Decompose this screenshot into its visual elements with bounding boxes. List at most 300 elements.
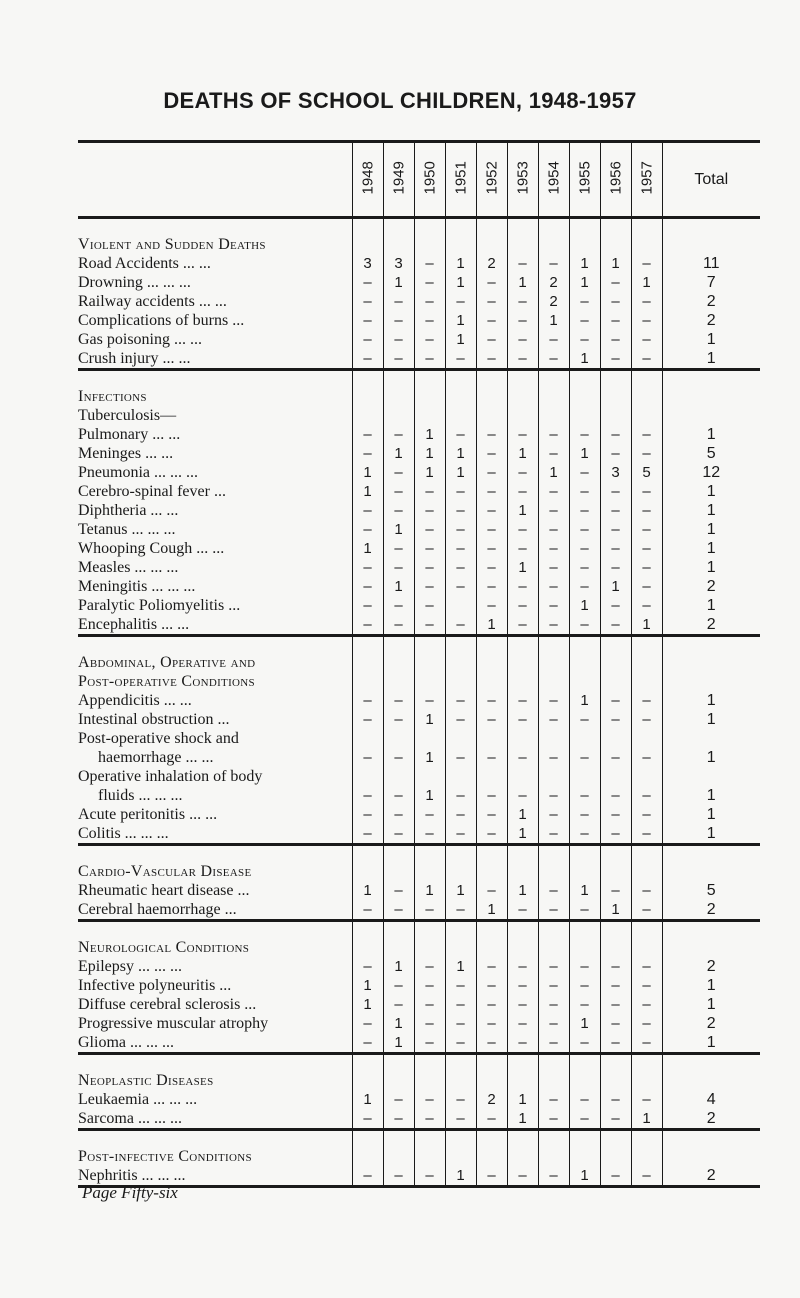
table-row [78,995,760,1014]
value-cell: – [538,957,569,976]
table-row [78,957,760,976]
total-cell: 1 [662,482,760,501]
value-cell: 1 [383,273,414,292]
value-cell: 1 [507,805,538,824]
value-cell: – [383,425,414,444]
section-heading [78,636,760,673]
value-cell: – [538,1109,569,1130]
table-row [78,501,760,520]
total-cell [662,370,760,407]
value-cell: – [631,292,662,311]
year-header: 1957 [631,142,662,218]
value-cell: – [352,520,383,539]
total-cell: 1 [662,349,760,370]
value-cell [631,767,662,786]
value-cell: – [631,1090,662,1109]
table-row [78,311,760,330]
value-cell: – [476,1166,507,1187]
value-cell: – [352,786,383,805]
value-cell: – [352,824,383,845]
value-cell: – [507,691,538,710]
total-cell: 1 [662,805,760,824]
value-cell: – [383,501,414,520]
value-cell: 1 [445,273,476,292]
value-cell: – [600,1109,631,1130]
value-cell: – [445,1033,476,1054]
value-cell: – [538,615,569,636]
value-cell [445,218,476,255]
value-cell: – [476,444,507,463]
value-cell: – [569,615,600,636]
value-cell: – [476,805,507,824]
value-cell: – [631,330,662,349]
value-cell [414,370,445,407]
section-subheading-label: Tuberculosis— [78,407,177,424]
value-cell: – [631,444,662,463]
value-cell: – [507,710,538,729]
row-label: Paralytic Poliomyelitis ... [78,597,241,614]
value-cell: – [383,748,414,767]
total-cell: 1 [662,710,760,729]
section-subheading [78,406,760,425]
value-cell [476,1130,507,1167]
value-cell [600,636,631,673]
total-cell [662,729,760,748]
value-cell: – [600,292,631,311]
value-cell: – [538,786,569,805]
value-cell: 1 [631,1109,662,1130]
value-cell: 1 [507,444,538,463]
total-cell: 2 [662,1014,760,1033]
value-cell: – [538,805,569,824]
table-row [78,463,760,482]
value-cell: – [538,824,569,845]
value-cell: 1 [445,311,476,330]
page-title: DEATHS OF SCHOOL CHILDREN, 1948-1957 [163,88,637,113]
value-cell: – [538,710,569,729]
value-cell: 1 [507,1090,538,1109]
value-cell: 1 [569,1014,600,1033]
value-cell: – [538,596,569,615]
value-cell: – [631,596,662,615]
total-header: Total [662,142,760,218]
value-cell: – [538,539,569,558]
value-cell: – [476,824,507,845]
value-cell: – [538,254,569,273]
value-cell: – [631,1014,662,1033]
value-cell [538,370,569,407]
value-cell: – [631,900,662,921]
value-cell [445,1130,476,1167]
value-cell [538,218,569,255]
value-cell: – [631,824,662,845]
value-cell: 2 [538,273,569,292]
row-label: Sarcoma ... ... ... [78,1109,352,1130]
table-row [78,349,760,370]
value-cell: – [445,748,476,767]
value-cell: – [476,349,507,370]
value-cell: – [476,710,507,729]
value-cell [600,1130,631,1167]
row-label: Railway accidents ... ... [78,293,227,310]
value-cell: – [569,786,600,805]
section-heading-label: Neurological Conditions [78,939,250,956]
row-label: Measles ... ... ... [78,559,179,576]
value-cell: – [383,615,414,636]
value-cell: – [631,254,662,273]
value-cell: – [569,805,600,824]
table-row [78,330,760,349]
value-cell [383,1130,414,1167]
value-cell: 1 [569,273,600,292]
row-label: Cerebral haemorrhage ... [78,900,352,921]
row-label: Colitis ... ... ... [78,824,352,845]
value-cell: – [600,748,631,767]
value-cell: – [538,691,569,710]
value-cell: – [600,501,631,520]
total-cell [662,921,760,958]
value-cell: – [507,1166,538,1187]
value-cell: – [352,1014,383,1033]
value-cell: – [507,786,538,805]
year-header: 1955 [569,142,600,218]
value-cell [352,921,383,958]
value-cell: – [445,425,476,444]
value-cell: – [445,292,476,311]
value-cell: – [414,995,445,1014]
value-cell [507,218,538,255]
value-cell: – [383,330,414,349]
value-cell: 1 [507,1109,538,1130]
total-cell [662,767,760,786]
value-cell: – [538,444,569,463]
value-cell: 1 [352,482,383,501]
table-row [78,1033,760,1054]
value-cell [383,921,414,958]
value-cell [414,767,445,786]
value-cell [476,636,507,673]
value-cell [600,672,631,691]
value-cell: – [600,1166,631,1187]
table-row [78,425,760,444]
total-cell: 2 [662,1166,760,1187]
value-cell: 1 [414,881,445,900]
value-cell [569,921,600,958]
value-cell [383,406,414,425]
value-cell [600,370,631,407]
value-cell: – [538,748,569,767]
year-header: 1949 [383,142,414,218]
value-cell: – [352,292,383,311]
value-cell: 1 [445,444,476,463]
value-cell: – [507,995,538,1014]
value-cell: – [445,710,476,729]
value-cell: – [352,596,383,615]
value-cell: – [445,805,476,824]
value-cell: – [569,577,600,596]
total-cell: 5 [662,881,760,900]
value-cell: 1 [631,273,662,292]
value-cell: – [383,292,414,311]
value-cell: – [476,1033,507,1054]
value-cell: – [414,615,445,636]
value-cell: – [352,1109,383,1130]
table-row [78,805,760,824]
value-cell: – [507,520,538,539]
value-cell: – [569,957,600,976]
value-cell: – [476,311,507,330]
total-cell: 2 [662,292,760,311]
value-cell [476,1054,507,1091]
value-cell: 1 [352,995,383,1014]
value-cell: 1 [414,444,445,463]
value-cell: – [600,615,631,636]
section-heading-label: Violent and Sudden Deaths [78,236,266,253]
table-body [78,218,760,1187]
value-cell: – [631,748,662,767]
value-cell [631,636,662,673]
value-cell: – [352,691,383,710]
total-cell: 12 [662,463,760,482]
value-cell: 1 [383,577,414,596]
value-cell: – [600,881,631,900]
value-cell [414,921,445,958]
value-cell: – [445,520,476,539]
value-cell [569,845,600,882]
value-cell: – [569,501,600,520]
value-cell: – [445,900,476,921]
value-cell: – [600,710,631,729]
value-cell: 1 [352,1090,383,1109]
value-cell: – [352,558,383,577]
total-cell: 5 [662,444,760,463]
section-heading-label: Abdominal, Operative and [78,654,256,671]
value-cell: – [414,520,445,539]
value-cell [414,636,445,673]
section-heading-label: Post-infective Conditions [78,1148,252,1165]
value-cell [352,406,383,425]
table-row [78,900,760,921]
section-heading [78,218,760,255]
value-cell [383,218,414,255]
year-header: 1951 [445,142,476,218]
value-cell: – [569,1109,600,1130]
value-cell: – [414,1109,445,1130]
value-cell: – [414,900,445,921]
value-cell [414,729,445,748]
table-row [78,710,760,729]
value-cell: – [600,995,631,1014]
row-label: Nephritis ... ... ... [78,1166,352,1187]
value-cell [507,1130,538,1167]
value-cell: – [476,1014,507,1033]
value-cell: – [569,976,600,995]
value-cell: – [507,596,538,615]
year-header: 1954 [538,142,569,218]
value-cell: – [600,805,631,824]
value-cell: – [507,957,538,976]
value-cell: – [352,957,383,976]
value-cell: 2 [476,254,507,273]
value-cell: – [600,349,631,370]
value-cell: – [538,349,569,370]
value-cell [631,845,662,882]
value-cell [445,729,476,748]
value-cell: – [476,501,507,520]
table-row [78,577,760,596]
value-cell: – [414,482,445,501]
value-cell: 1 [414,710,445,729]
row-label: Crush injury ... ... [78,349,352,370]
value-cell: – [569,482,600,501]
value-cell [538,1054,569,1091]
page-footer: Page Fifty-six [82,1183,178,1202]
total-cell: 2 [662,311,760,330]
value-cell: 1 [569,1166,600,1187]
value-cell: – [600,444,631,463]
value-cell: 1 [383,444,414,463]
row-label: Appendicitis ... ... [78,692,192,709]
value-cell: 3 [352,254,383,273]
value-cell [631,218,662,255]
table-row [78,520,760,539]
value-cell [538,636,569,673]
total-cell [662,636,760,673]
value-cell [445,921,476,958]
value-cell: – [476,786,507,805]
total-cell: 2 [662,900,760,921]
table-row [78,596,760,615]
value-cell: – [600,957,631,976]
value-cell: – [414,824,445,845]
value-cell: – [445,349,476,370]
value-cell [600,1054,631,1091]
value-cell: – [383,349,414,370]
value-cell: – [445,482,476,501]
value-cell: 1 [631,615,662,636]
value-cell: – [383,1166,414,1187]
value-cell: – [414,292,445,311]
value-cell: – [600,273,631,292]
row-label-line [78,729,760,748]
value-cell [569,370,600,407]
value-cell: 1 [414,463,445,482]
value-cell: – [383,482,414,501]
value-cell: – [383,976,414,995]
value-cell: – [631,995,662,1014]
value-cell: – [569,425,600,444]
value-cell: – [352,501,383,520]
value-cell: 1 [414,786,445,805]
header-blank-cell [78,142,352,218]
value-cell: – [569,311,600,330]
value-cell: – [476,273,507,292]
total-cell: 1 [662,520,760,539]
value-cell: – [414,558,445,577]
row-label: Diphtheria ... ... [78,502,179,519]
row-label: Pneumonia ... ... ... [78,464,198,481]
row-label-line-label: Post-operative shock and [78,730,239,747]
value-cell [383,636,414,673]
value-cell: – [352,577,383,596]
total-cell [662,1054,760,1091]
row-label: Meningitis ... ... ... [78,578,196,595]
value-cell: – [569,558,600,577]
value-cell [569,1054,600,1091]
value-cell: – [538,900,569,921]
value-cell [445,767,476,786]
value-cell: – [600,558,631,577]
value-cell [352,845,383,882]
value-cell: – [600,1090,631,1109]
value-cell [538,845,569,882]
value-cell [600,729,631,748]
table-row [78,786,760,805]
row-label: Leukaemia ... ... ... [78,1091,198,1108]
header-row [78,142,760,218]
value-cell [476,767,507,786]
total-cell: 1 [662,539,760,558]
total-cell: 2 [662,957,760,976]
table-row [78,254,760,273]
row-label-line [78,767,760,786]
year-header: 1950 [414,142,445,218]
value-cell [631,921,662,958]
value-cell: – [631,881,662,900]
value-cell: – [538,976,569,995]
value-cell: 1 [569,691,600,710]
value-cell [507,636,538,673]
value-cell: – [476,463,507,482]
row-label: Cerebro-spinal fever ... [78,483,226,500]
total-cell: 1 [662,995,760,1014]
value-cell: – [631,349,662,370]
value-cell: – [538,425,569,444]
value-cell: – [445,577,476,596]
value-cell: – [352,748,383,767]
total-cell: 1 [662,691,760,710]
value-cell: – [507,615,538,636]
value-cell: – [538,577,569,596]
value-cell [383,845,414,882]
value-cell [445,406,476,425]
total-cell: 4 [662,1090,760,1109]
section-heading [78,1130,760,1167]
value-cell: 1 [507,881,538,900]
section-heading [78,1054,760,1091]
value-cell: 1 [476,900,507,921]
value-cell [507,729,538,748]
value-cell: – [600,425,631,444]
value-cell: 1 [600,577,631,596]
value-cell: – [414,805,445,824]
year-header: 1956 [600,142,631,218]
value-cell [352,672,383,691]
value-cell: – [445,615,476,636]
total-cell: 2 [662,1109,760,1130]
value-cell [445,1054,476,1091]
value-cell: – [476,330,507,349]
row-label: Diffuse cerebral sclerosis ... [78,996,257,1013]
value-cell [507,370,538,407]
total-cell [662,845,760,882]
value-cell [352,767,383,786]
value-cell: – [631,691,662,710]
value-cell: – [631,558,662,577]
value-cell [445,845,476,882]
value-cell: – [569,900,600,921]
value-cell: 1 [600,254,631,273]
